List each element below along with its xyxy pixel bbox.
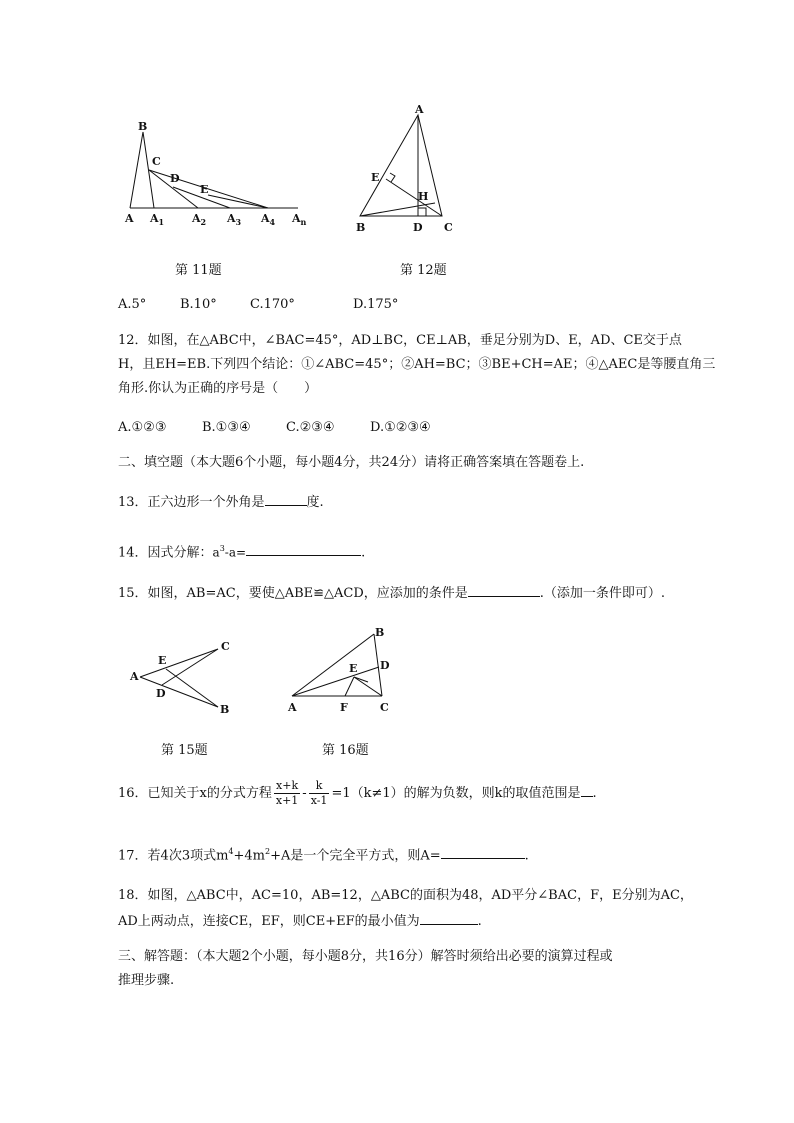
label-C: C — [380, 701, 389, 714]
q15 — [118, 583, 665, 604]
label-B: B — [375, 626, 385, 639]
label-B: B — [220, 703, 230, 716]
q16-fraction-1-denominator: x+1 — [275, 794, 299, 807]
q14-base: a — [212, 545, 220, 560]
label-A: A — [415, 103, 424, 116]
q13 — [118, 492, 324, 513]
caption-11: 第 11题 — [175, 263, 222, 278]
q16-fraction-2-numerator: k — [309, 779, 330, 794]
caption-12: 第 12题 — [400, 263, 447, 278]
q14 — [118, 539, 365, 563]
label-F: F — [340, 701, 348, 714]
q16-fraction-2-denominator: x-1 — [310, 794, 328, 807]
q17-post: . — [524, 848, 529, 864]
q14-answer-blank[interactable] — [246, 542, 361, 556]
label-A2: $A_2$ — [192, 212, 207, 227]
q18-line2 — [118, 911, 482, 932]
q15-text: 15．如图，AB=AC，要使△ABE≌△ACD，应添加的条件是 — [118, 586, 468, 601]
label-A: A — [125, 212, 134, 225]
q17-exp1: 4 — [228, 847, 234, 856]
figure-15 — [128, 635, 243, 720]
q14-post: . — [361, 545, 366, 561]
label-C: C — [221, 640, 230, 653]
label-E: E — [371, 171, 380, 184]
q12-option-a: A.①②③ — [118, 420, 167, 435]
label-E: E — [158, 654, 167, 667]
q16-post: . — [592, 786, 597, 801]
label-A: A — [288, 701, 297, 714]
label-D: D — [380, 659, 390, 672]
q12-line1: 12．如图，在△ABC中，∠BAC=45°，AD⊥BC，CE⊥AB，垂足分别为D、E，AD、CE交于点 — [118, 333, 682, 348]
q14-exponent: 3 — [219, 544, 225, 553]
label-B: B — [138, 120, 148, 133]
q12-options — [118, 418, 431, 438]
q12-option-b: B.①③④ — [202, 420, 251, 435]
label-E: E — [200, 183, 209, 196]
caption-16: 第 16题 — [322, 743, 369, 758]
q13-text: 13．正六边形一个外角是 — [118, 495, 265, 510]
label-D: D — [156, 687, 166, 700]
section-3-heading-line2: 推理步骤. — [118, 973, 175, 988]
q16 — [118, 776, 597, 812]
q11-option-b: B.10° — [180, 297, 217, 312]
q13-post: 度. — [306, 495, 324, 510]
section-2-heading: 二、填空题（本大题6个小题，每小题4分，共24分）请将正确答案填在答题卷上. — [118, 455, 585, 470]
section-3-heading-line1: 三、解答题：（本大题2个小题，每小题8分，共16分）解答时须给出必要的演算过程或 — [118, 949, 613, 964]
q18-post: . — [477, 914, 482, 929]
q14-rest: -a= — [224, 545, 247, 560]
q16-minus: - — [302, 786, 307, 801]
q16-answer-blank[interactable] — [581, 783, 593, 797]
label-A4: $A_4$ — [261, 212, 276, 227]
q14-text: 14．因式分解： — [118, 545, 213, 561]
q11-option-a: A.5° — [118, 297, 147, 312]
q11-option-c: C.170° — [250, 297, 295, 312]
label-An: $A_n$ — [292, 212, 307, 227]
q18-answer-blank[interactable] — [420, 911, 478, 925]
q15-answer-blank[interactable] — [468, 583, 540, 597]
q11-options — [118, 295, 398, 315]
q12-option-c: C.②③④ — [286, 420, 335, 435]
q13-answer-blank[interactable] — [265, 492, 307, 506]
label-A1: $A_1$ — [150, 212, 165, 227]
label-D: D — [170, 172, 180, 185]
q12-option-d: D.①②③④ — [370, 420, 431, 435]
q17-mid: +4m — [233, 848, 266, 864]
q16-eq: =1（k≠1）的解为负数，则k的取值范围是 — [331, 786, 581, 801]
q17-exp2: 2 — [265, 847, 271, 856]
q17-answer-blank[interactable] — [441, 845, 525, 859]
label-A: A — [130, 670, 139, 683]
label-A3: $A_3$ — [227, 212, 242, 227]
label-B: B — [356, 221, 366, 234]
figure-16 — [282, 622, 397, 717]
q16-fraction-2 — [309, 779, 330, 808]
caption-15: 第 15题 — [161, 743, 208, 758]
q17-text: 17．若4次3项式m — [118, 848, 229, 864]
q16-fraction-1 — [274, 779, 300, 808]
figure-12 — [350, 100, 470, 240]
q16-fraction-1-numerator: x+k — [274, 779, 300, 794]
q17-rest: +A是一个完全平方式，则A= — [270, 848, 441, 864]
label-D: D — [413, 221, 423, 234]
q12-line3: 角形.你认为正确的序号是（ ） — [118, 381, 318, 396]
label-C: C — [152, 155, 161, 168]
figure-11 — [118, 115, 328, 235]
label-H: H — [418, 190, 429, 203]
label-C: C — [444, 221, 453, 234]
q17 — [118, 842, 529, 866]
q15-post: .（添加一条件即可）. — [539, 586, 666, 601]
q18-line1: 18．如图，△ABC中，AC=10，AB=12，△ABC的面积为48，AD平分∠BAC，F，E分别为AC， — [118, 888, 693, 903]
q12-line2: H，且EH=EB.下列四个结论：①∠ABC=45°；②AH=BC；③BE+CH=AE；④△AEC是等腰直角三 — [118, 357, 716, 372]
q11-option-d: D.175° — [353, 297, 399, 312]
label-E: E — [349, 662, 358, 675]
q16-text: 16．已知关于x的分式方程 — [118, 786, 272, 801]
q18-line2-text: AD上两动点，连接CE，EF，则CE+EF的最小值为 — [118, 914, 420, 929]
